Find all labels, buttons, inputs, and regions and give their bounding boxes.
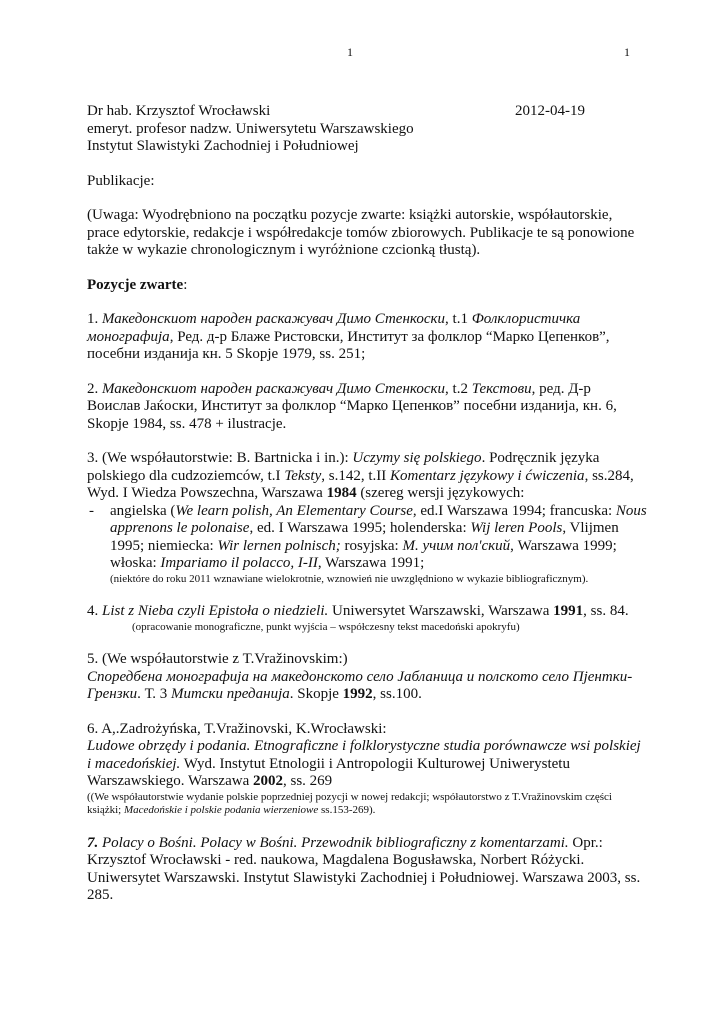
entry-text: rosyjska:: [340, 537, 403, 554]
entry-title: We learn polish, An Elementary Course: [175, 502, 413, 519]
entry-title: Wij leren Pools: [470, 520, 563, 536]
entry-text: angielska (: [110, 502, 176, 519]
section-heading: [87, 277, 647, 295]
author-name: Dr hab. Krzysztof Wrocławski: [87, 103, 271, 119]
entry-year: 1991: [553, 603, 584, 619]
entry-title: М. учим пол'ский: [402, 537, 511, 554]
author-header: [87, 103, 647, 156]
publication-entry-7: [87, 835, 647, 905]
entry-number: 4.: [87, 603, 99, 619]
entry-text: Wyd. Instytut Etnologii i Antropologii Kulturowej Uniwerystetu Warszawskiego. Warszawa: [87, 755, 570, 789]
entry-5-details: [87, 669, 647, 704]
entry-year: 1992: [342, 686, 373, 702]
author-position: emeryt. profesor nadzw. Uniwersytetu Warszawskiego: [87, 120, 414, 137]
entry-text: ss.153-269).: [318, 804, 376, 816]
entry-volume-title: Teksty: [284, 467, 322, 484]
entry-text: . Podręcznik języka polskiego dla cudzoziemców, t.I: [87, 450, 600, 484]
entry-series-title: Текстови: [471, 380, 532, 397]
entry-text: ((We współautorstwie wydanie polskie poprzedniej pozycji w nowej redakcji; współautorstwo z T.Vražinovskim części książki;: [87, 790, 612, 816]
publication-entry-2: [87, 381, 647, 434]
entry-title: Македонскиот народен раскажувач Димо Стенкоски: [102, 380, 446, 397]
document-body: [87, 103, 647, 905]
entry-text: , ed. I Warszawa 1995; holenderska:: [249, 520, 471, 536]
entry-title: Македонскиот народен раскажувач Димо Стенкоски: [102, 311, 446, 327]
entry-text: (We współautorstwie z T.Vražinovskim:): [102, 651, 348, 667]
entry-number: 7.: [87, 834, 99, 851]
entry-text: , t.2: [445, 380, 472, 397]
entry-title: Ludowe obrzędy i podania. Etnograficzne i folklorystyczne studia porównawcze wsi polskiej i macedońskiej.: [87, 738, 641, 772]
language-versions: [110, 503, 647, 573]
entry-year: 1984: [326, 485, 357, 501]
entry-title: Споредбена монографија на македонското село Јабланица и полското село Пјентки-Грензки: [87, 668, 633, 702]
entry-title: Polacy o Bośni. Polacy w Bośni. Przewodnik bibliograficzny z komentarzami.: [98, 834, 569, 851]
publication-entry-4: [87, 603, 647, 621]
section-colon: :: [183, 276, 188, 293]
entry-text: . Т. 3: [137, 686, 172, 702]
author-institute: Instytut Slawistyki Zachodniej i Południowej: [87, 138, 359, 154]
section-title: Pozycje zwarte: [87, 276, 184, 293]
entry-text: (We współautorstwie: B. Bartnicka i in.):: [102, 450, 353, 466]
entry-number: 3.: [87, 450, 99, 466]
entry-text: , Ред. д-р Блаже Ристовски, Институт за фолклор “Марко Цепенков”, посебни изданија кн. 5 Skopje 1979, ss. 251;: [87, 328, 610, 362]
entry-text: , Vlijmen 1995; niemiecka:: [110, 520, 619, 554]
entry-text: Uniwersytet Warszawski, Warszawa: [328, 603, 554, 619]
entry-text: , s.142, t.II: [321, 467, 391, 484]
language-versions-list-item: [87, 503, 647, 587]
publication-entry-5: [87, 651, 647, 669]
entry-title: Wir lernen polnisch;: [217, 537, 341, 554]
entry-year: 2002: [253, 773, 283, 789]
page-number-right: 1: [624, 45, 630, 59]
entry-text: , Warszawa 1999; włoska:: [110, 537, 617, 571]
publication-entry-1: [87, 311, 647, 364]
entry-authors: A,.Zadrożyńska, T.Vražinovski, K.Wrocławski:: [101, 720, 387, 737]
entry-annotation: (opracowanie monograficzne, punkt wyjścia – współczesny tekst macedoński apokryfu): [132, 620, 520, 633]
entry-number: 5.: [87, 651, 99, 667]
entry-volume-title: Komentarz językowy i ćwiczenia: [390, 467, 585, 484]
entry-text: , ss.100.: [372, 686, 422, 702]
bullet-dash: -: [89, 502, 94, 519]
reprint-note: (niektóre do roku 2011 wznawiane wielokrotnie, wznowień nie uwzględniono w wykazie bibliograficznym).: [110, 572, 589, 585]
entry-number: 1.: [87, 311, 99, 327]
entry-text: , ред. Д-р Воислав Јаќоски, Институт за фолклор “Марко Цепенков” посебни изданија, кн. 6, Skopje 1984, ss. 478 + ilustracje.: [87, 380, 617, 432]
entry-text: , ss.284, Wyd. I Wiedza Powszechna, Warszawa: [87, 467, 634, 501]
page-number-center: 1: [347, 45, 353, 59]
entry-text: Opr.: Krzysztof Wrocławski - red. naukowa, Magdalena Bogusławska, Norbert Różycki. Uniwersytet Warszawski. Instytut Slawistyki Zachodniej i Południowej. Warszawa 2003, ss. 285.: [87, 834, 641, 903]
editorial-note: (Uwaga: Wyodrębniono na początku pozycje zwarte: książki autorskie, współautorskie, prace edytorskie, redakcje i współredakcje tomów zbiorowych. Publikacje te są ponowione także w wykazie chronologicznym i wyróżnione czcionką tłustą).: [87, 207, 635, 258]
entry-text: , Warszawa 1991;: [317, 555, 425, 571]
entry-title: List z Nieba czyli Epistoła o niedzieli.: [102, 603, 329, 619]
entry-text: . Skopje: [289, 686, 343, 702]
entry-title: Impariamo il polacco, I-II: [160, 555, 318, 571]
entry-text: , ss. 84.: [583, 603, 629, 619]
entry-text: , ed.I Warszawa 1994; francuska:: [412, 502, 616, 519]
entry-text: , t.1: [445, 311, 472, 327]
document-date: 2012-04-19: [515, 103, 585, 119]
publications-heading: Publikacje:: [87, 172, 155, 189]
entry-annotation: [87, 791, 647, 818]
entry-title: Macedońskie i polskie podania wierzeniowe: [123, 804, 319, 816]
entry-text: (szereg wersji językowych:: [356, 485, 525, 501]
publication-entry-3: [87, 450, 647, 503]
entry-text: , ss. 269: [283, 773, 333, 789]
entry-volume-title: Митски преданија: [171, 686, 290, 702]
entry-series-title: Фолклористичка монографија: [87, 311, 581, 345]
entry-number: 6.: [87, 720, 99, 737]
entry-title: Uczymy się polskiego: [352, 450, 482, 466]
publication-entry-6: [87, 721, 647, 739]
entry-title: Nous apprenons le polonaise: [110, 502, 647, 536]
entry-6-details: [87, 738, 647, 791]
entry-number: 2.: [87, 380, 99, 397]
